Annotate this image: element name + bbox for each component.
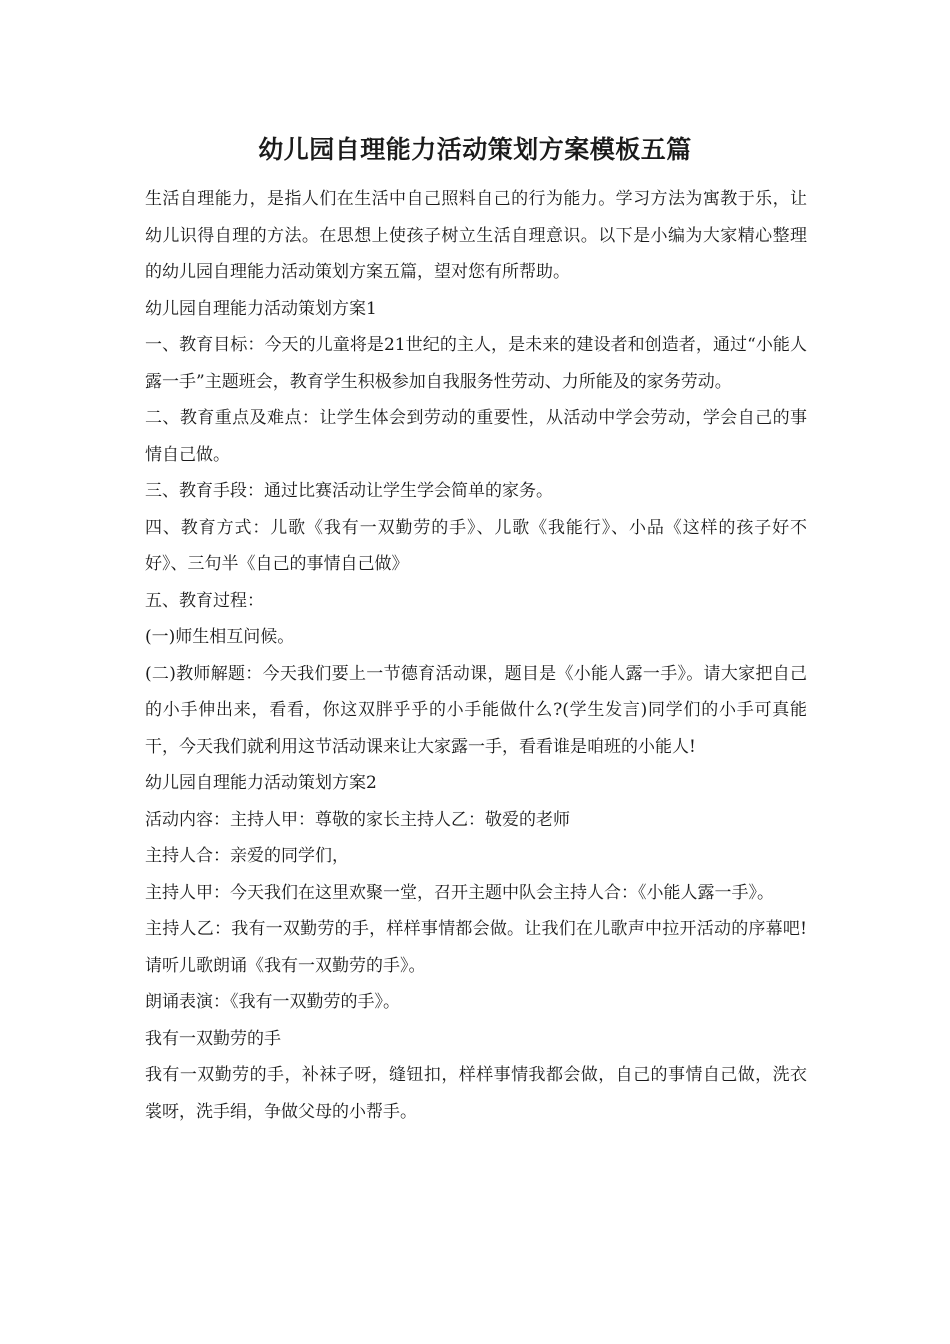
section-heading-plan-1: 幼儿园自理能力活动策划方案1 [145, 298, 377, 319]
document-title: 幼儿园自理能力活动策划方案模板五篇 [258, 135, 692, 164]
paragraph-education-process: 五、教育过程： [145, 590, 264, 611]
intro-paragraph: 生活自理能力，是指人们在生活中自己照料自己的行为能力。学习方法为寓教于乐，让幼儿识得自理的方法。在思想上使孩子树立生活自理意识。以下是小编为大家精心整理的幼儿园自理能力活动策划方案五篇，望对您有所帮助。 [145, 189, 807, 282]
poem-title: 我有一双勤劳的手 [145, 1028, 281, 1049]
paragraph-activity-content: 活动内容：主持人甲：尊敬的家长主持人乙：敬爱的老师 [145, 809, 570, 830]
paragraph-education-means: 三、教育手段：通过比赛活动让学生学会简单的家务。 [145, 481, 553, 501]
paragraph-greeting: (一)师生相互问候。 [145, 627, 295, 647]
section-heading-plan-2: 幼儿园自理能力活动策划方案2 [145, 773, 377, 793]
paragraph-education-goal: 一、教育目标：今天的儿童将是21世纪的主人，是未来的建设者和创造者，通过“小能人露一手”主题班会，教育学生积极参加自我服务性劳动、力所能及的家务劳动。 [145, 335, 807, 392]
poem-text: 我有一双勤劳的手，补袜子呀，缝钮扣，样样事情我都会做，自己的事情自己做，洗衣裳呀，洗手绢，争做父母的小帮手。 [145, 1065, 807, 1122]
document-body [145, 181, 807, 1130]
paragraph-recitation: 朗诵表演：《我有一双勤劳的手》。 [145, 992, 400, 1012]
paragraph-host-a: 主持人甲：今天我们在这里欢聚一堂，召开主题中队会主持人合：《小能人露一手》。 [145, 882, 774, 903]
paragraph-host-b: 主持人乙：我有一双勤劳的手，样样事情都会做。让我们在儿歌声中拉开活动的序幕吧!请听儿歌朗诵《我有一双勤劳的手》。 [145, 919, 807, 976]
paragraph-key-points: 二、教育重点及难点：让学生体会到劳动的重要性，从活动中学会劳动，学会自己的事情自己做。 [145, 408, 807, 465]
paragraph-teacher-intro: (二)教师解题：今天我们要上一节德育活动课，题目是《小能人露一手》。请大家把自己的小手伸出来，看看，你这双胖乎乎的小手能做什么?(学生发言)同学们的小手可真能干，今天我们就利用这节活动课来让大家露一手，看看谁是咱班的小能人! [145, 663, 807, 757]
paragraph-education-methods: 四、教育方式：儿歌《我有一双勤劳的手》、儿歌《我能行》、小品《这样的孩子好不好》、三句半《自己的事情自己做》 [145, 517, 807, 574]
paragraph-hosts-together: 主持人合：亲爱的同学们， [145, 846, 349, 866]
